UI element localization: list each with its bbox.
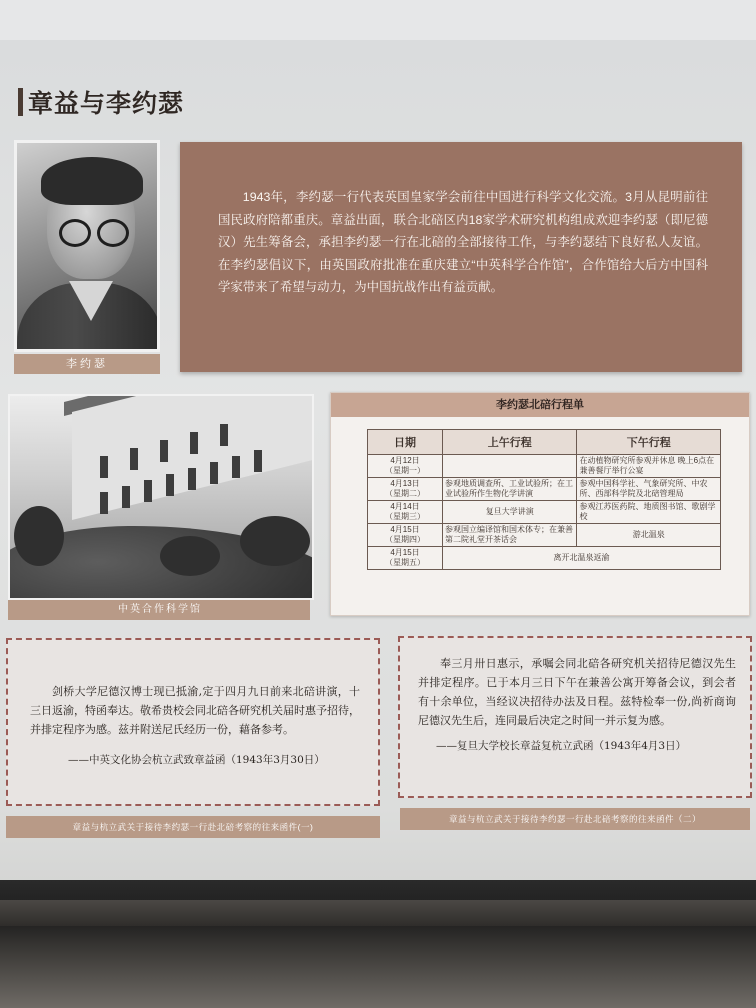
date-cell bbox=[368, 501, 443, 524]
glasses-left-lens bbox=[59, 219, 91, 247]
letter-two-caption: 章益与杭立武关于接待李约瑟一行赴北碚考察的往来函件（二） bbox=[400, 808, 750, 830]
tree bbox=[240, 516, 310, 566]
header-am: 上午行程 bbox=[443, 430, 577, 455]
schedule-table bbox=[367, 429, 721, 570]
portrait-caption: 李约瑟 bbox=[14, 354, 160, 374]
table-row bbox=[368, 547, 721, 570]
table-row bbox=[368, 524, 721, 547]
weekday-text: （星期三） bbox=[385, 512, 425, 521]
weekday-text: （星期一） bbox=[385, 466, 425, 475]
building-window bbox=[122, 486, 130, 508]
date-text: 4月15日 bbox=[390, 525, 420, 534]
portrait-hair bbox=[41, 157, 143, 205]
schedule-panel bbox=[330, 392, 750, 616]
date-cell bbox=[368, 455, 443, 478]
building-wall bbox=[72, 394, 312, 520]
building-window bbox=[160, 440, 168, 462]
building-window bbox=[166, 474, 174, 496]
date-text: 4月14日 bbox=[390, 502, 420, 511]
date-cell bbox=[368, 478, 443, 501]
building-window bbox=[190, 432, 198, 454]
building-window bbox=[130, 448, 138, 470]
table-row bbox=[368, 501, 721, 524]
am-cell: 复旦大学讲演 bbox=[443, 501, 577, 524]
building-window bbox=[232, 456, 240, 478]
weekday-text: （星期五） bbox=[385, 558, 425, 567]
date-text: 4月12日 bbox=[390, 456, 420, 465]
building-window bbox=[220, 424, 228, 446]
letter-one-signature: ——中英文化协会杭立武致章益函（1943年3月30日） bbox=[68, 754, 325, 766]
building-window bbox=[144, 480, 152, 502]
table-row bbox=[368, 478, 721, 501]
building-photo bbox=[8, 394, 314, 600]
date-cell bbox=[368, 524, 443, 547]
am-cell: 参观地质调查所、工业试验所；在工业试验所作生物化学讲演 bbox=[443, 478, 577, 501]
full-day-cell: 离开北温泉返渝 bbox=[443, 547, 721, 570]
title-accent-bar bbox=[18, 88, 23, 116]
intro-panel bbox=[180, 142, 742, 372]
date-cell bbox=[368, 547, 443, 570]
building-window bbox=[210, 462, 218, 484]
schedule-title: 李约瑟北碚行程单 bbox=[331, 393, 749, 417]
display-ledge bbox=[0, 900, 756, 926]
building-window bbox=[254, 450, 262, 472]
glasses-right-lens bbox=[97, 219, 129, 247]
letter-two-signature: ——复旦大学校长章益复杭立武函（1943年4月3日） bbox=[436, 740, 687, 752]
am-cell: 参观国立编译馆和国术体专；在兼善第二院礼堂开茶话会 bbox=[443, 524, 577, 547]
building-window bbox=[100, 492, 108, 514]
tree bbox=[160, 536, 220, 576]
letter-one-caption: 章益与杭立武关于接待李约瑟一行赴北碚考察的往来函件(一) bbox=[6, 816, 380, 838]
building-window bbox=[188, 468, 196, 490]
table-row bbox=[368, 455, 721, 478]
building-window bbox=[100, 456, 108, 478]
pm-cell: 游北温泉 bbox=[577, 524, 721, 547]
building-caption: 中英合作科学馆 bbox=[8, 600, 310, 620]
page-title: 章益与李约瑟 bbox=[28, 89, 185, 118]
am-cell bbox=[443, 455, 577, 478]
tree bbox=[14, 506, 64, 566]
pm-cell: 参观中国科学社、气象研究所、中农所、西部科学院及北碚管理局 bbox=[577, 478, 721, 501]
letter-two-text: 奉三月卅日惠示，承嘱会同北碚各研究机关招待尼德汉先生并排定程序。已于本月三日下午在兼善公寓开筹备会议，到会者有十余单位，当经议决招待办法及日程。兹特检奉一份,尚祈商询尼德汉先生后，连同最后决定之时间一并示复为感。 bbox=[418, 657, 736, 727]
letter-one-panel bbox=[6, 638, 380, 806]
letter-one-text: 剑桥大学尼德汉博士现已抵渝,定于四月九日前来北碚讲演，十三日返渝，特函奉达。敬希贵校会同北碚各研究机关届时惠予招待，并排定程序为感。兹并附送尼氏经历一份，藉备参考。 bbox=[30, 685, 360, 736]
date-text: 4月15日 bbox=[390, 548, 420, 557]
pm-cell: 参观江苏医药院、地质图书馆、歌剧学校 bbox=[577, 501, 721, 524]
table-header-row bbox=[368, 430, 721, 455]
date-text: 4月13日 bbox=[390, 479, 420, 488]
header-date: 日期 bbox=[368, 430, 443, 455]
top-band bbox=[0, 0, 756, 40]
portrait-photo bbox=[14, 140, 160, 352]
weekday-text: （星期二） bbox=[385, 489, 425, 498]
intro-text: 1943年，李约瑟一行代表英国皇家学会前往中国进行科学文化交流。3月从昆明前往国民政府陪都重庆。章益出面，联合北碚区内18家学术研究机构组成欢迎李约瑟（即尼德汉）先生筹备会，承担李约瑟一行在北碚的全部接待工作，与李约瑟结下良好私人友谊。在李约瑟倡议下，由英国政府批准在重庆建立“中英科学合作馆”，合作馆给大后方中国科学家带来了希望与动力，为中国抗战作出有益贡献。 bbox=[218, 190, 708, 294]
pm-cell: 在动植物研究所参观并休息 晚上6点在兼善餐厅举行公宴 bbox=[577, 455, 721, 478]
letter-two-panel bbox=[398, 636, 752, 798]
weekday-text: （星期四） bbox=[385, 535, 425, 544]
header-pm: 下午行程 bbox=[577, 430, 721, 455]
